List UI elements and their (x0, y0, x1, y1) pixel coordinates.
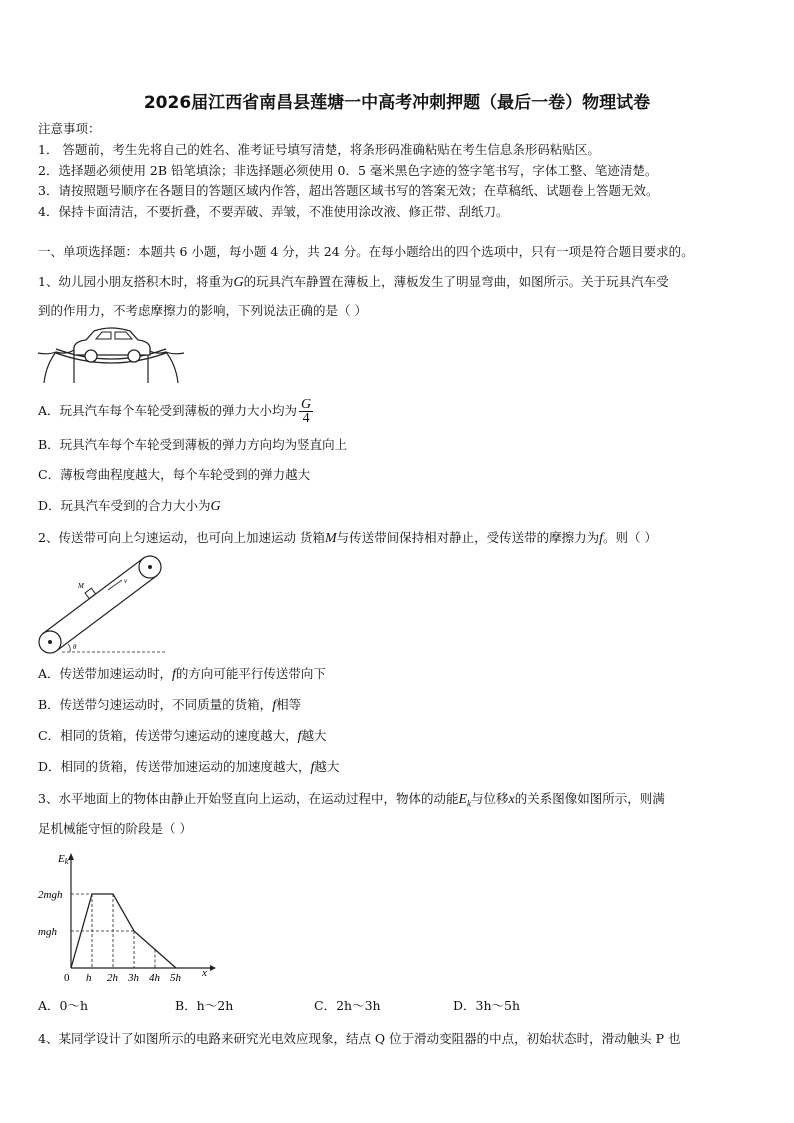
q2-figure-conveyor (38, 552, 168, 654)
q3-ek-chart (38, 850, 218, 986)
notice-item: 4．保持卡面清洁，不要折叠，不要弄破、弄皱，不准使用涂改液、修正带、刮纸刀。 (38, 204, 509, 219)
q2-option-a[interactable]: A．传送带加速运动时，f的方向可能平行传送带向下 (38, 666, 326, 682)
q1-stem-line1: 1、幼儿园小朋友搭积木时，将重为G的玩具汽车静置在薄板上，薄板发生了明显弯曲，如图所示。关于玩具汽车受 (38, 274, 669, 290)
label-v: v (124, 577, 128, 585)
notice-heading: 注意事项： (38, 121, 101, 136)
q3-option-d[interactable]: D．3h～5h (453, 998, 521, 1013)
q1-option-a[interactable]: A．玩具汽车每个车轮受到薄板的弹力大小均为 $\frac{G}{4}$ (38, 397, 312, 426)
q4-stem-line1: 4、某同学设计了如图所示的电路来研究光电效应现象，结点 Q 位于滑动变阻器的中点，初始状态时，滑动触头 P 也 (38, 1031, 681, 1046)
notice-item: 1． 答题前，考生先将自己的姓名、准考证号填写清楚，将条形码准确粘贴在考生信息条形码粘贴区。 (38, 142, 600, 157)
notice-item: 2．选择题必须使用 2B 铅笔填涂；非选择题必须使用 0．5 毫米黑色字迹的签字笔书写，字体工整、笔迹清楚。 (38, 163, 658, 178)
x-tick-label: 3h (128, 972, 139, 984)
y-tick-label: mgh (38, 926, 57, 938)
x-tick-label: h (86, 972, 92, 984)
q3-option-b[interactable]: B．h～2h (175, 998, 234, 1013)
q1-option-b[interactable]: B．玩具汽车每个车轮受到薄板的弹力方向均为竖直向上 (38, 437, 348, 452)
q2-option-b[interactable]: B．传送带匀速运动时，不同质量的货箱，f相等 (38, 697, 302, 713)
q3-option-c[interactable]: C．2h～3h (314, 998, 381, 1013)
origin-label: 0 (64, 972, 70, 984)
section-heading: 一、单项选择题：本题共 6 小题，每小题 4 分，共 24 分。在每小题给出的四个选项中，只有一项是符合题目要求的。 (38, 244, 694, 259)
q2-option-c[interactable]: C．相同的货箱，传送带匀速运动的速度越大，f越大 (38, 728, 327, 744)
x-tick-label: 2h (107, 972, 118, 984)
q3-option-a[interactable]: A．0～h (38, 998, 89, 1013)
q3-stem-line1: 3、水平地面上的物体由静止开始竖直向上运动，在运动过程中，物体的动能$E_k$与位移x的关系图像如图所示，则满 (38, 791, 665, 809)
q1-option-d[interactable]: D．玩具汽车受到的合力大小为G (38, 498, 221, 514)
q1-figure-toy-car (36, 325, 186, 387)
q2-stem: 2、传送带可向上匀速运动，也可向上加速运动 货箱M与传送带间保持相对静止，受传送带的摩擦力为f。则（ ） (38, 530, 657, 546)
notice-item: 3．请按照题号顺序在各题目的答题区域内作答，超出答题区域书写的答案无效；在草稿纸、试题卷上答题无效。 (38, 183, 659, 198)
x-axis-label: x (202, 967, 207, 979)
q1-stem-line2: 到的作用力，不考虑摩擦力的影响，下列说法正确的是（ ） (38, 303, 367, 318)
q3-stem-line2: 足机械能守恒的阶段是（ ） (38, 821, 192, 836)
q1-option-c[interactable]: C．薄板弯曲程度越大，每个车轮受到的弹力越大 (38, 467, 311, 482)
page-title: 2026届江西省南昌县莲塘一中高考冲刺押题（最后一卷）物理试卷 (143, 93, 651, 113)
label-m: M (78, 582, 84, 590)
label-theta: θ (73, 643, 77, 651)
q2-option-d[interactable]: D．相同的货箱，传送带加速运动的加速度越大，f越大 (38, 759, 340, 775)
y-tick-label: 2mgh (38, 889, 63, 901)
x-tick-label: 5h (170, 972, 181, 984)
fraction: $\frac{G}{4}$ (301, 397, 312, 426)
y-axis-label: Ek (58, 853, 69, 866)
x-tick-label: 4h (149, 972, 160, 984)
